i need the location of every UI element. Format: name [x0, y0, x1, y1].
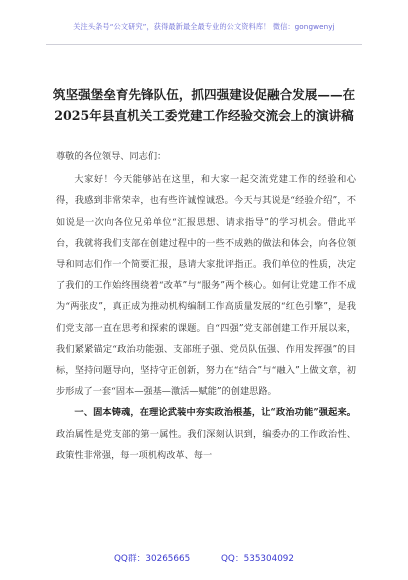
document-title: [46, 84, 362, 126]
salutation: 尊敬的各位领导、同志们：: [56, 151, 167, 162]
header-divider: [46, 44, 362, 45]
section-1-text: 政治属性是党支部的第一属性。我们深刻认识到，编委办的工作政治性、政策性非常强，每一项机构改革、每一: [56, 428, 356, 461]
footer-qq: QQ：535304092: [220, 554, 295, 564]
paragraph-section-1: [56, 402, 356, 466]
title-line-1: 筑坚强堡垒育先锋队伍，抓四强建设促融合发展——在: [52, 87, 356, 102]
section-1-heading: 一、固本铸魂，在理论武装中夯实政治根基，让“政治功能”强起来。: [74, 407, 356, 419]
footer-qq-group: QQ群：30265665: [113, 554, 191, 564]
paragraph-intro: 大家好！今天能够站在这里，和大家一起交流党建工作的经验和心得，我感到非常荣幸，也有些许诚惶诚恐。今天与其说是“经验介绍”，不如说是一次向各位兄弟单位“汇报思想、请求指导”的学习机会。借此平台，我就将我们支部在创建过程中的一些不成熟的做法和体会，向各位领导和同志们作一个简要汇报，恳请大家批评指正。我们单位的性质，决定了我们的工作始终围绕着“改革”与“服务”两个核心。如何让党建工作不成为“两张皮”，真正成为推动机构编制工作高质量发展的“红色引擎”，是我们党支部一直在思考和探索的课题。自“四强”党支部创建工作开展以来，我们紧紧锚定“政治功能强、支部班子强、党员队伍强、作用发挥强”的目标，坚持问题导向，坚持守正创新，努力在“结合”与“融入”上做文章，初步形成了一套“固本—强基—激活—赋能”的创建思路。: [56, 174, 356, 398]
title-line-2: 2025年县直机关工委党建工作经验交流会上的演讲稿: [54, 108, 354, 123]
footer-contact: [0, 551, 408, 564]
header-banner: 关注头条号“公文研究”，获得最新最全最专业的公文资料库！ 微信：gongwenyj: [73, 22, 335, 31]
document-body: [56, 146, 356, 466]
